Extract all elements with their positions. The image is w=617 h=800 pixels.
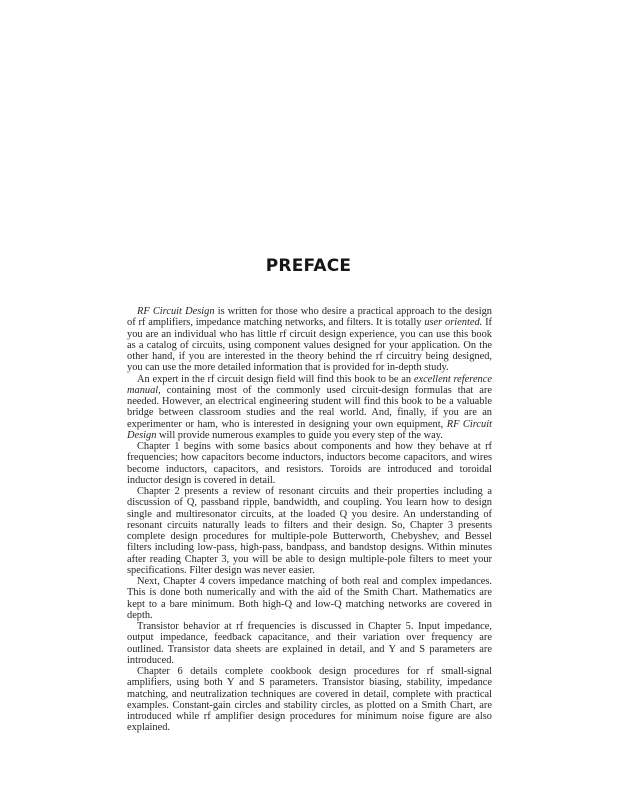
italic-text: RF Circuit Design <box>137 306 215 317</box>
text-run: An expert in the rf circuit design field will find this book to be an <box>137 373 414 385</box>
text-run: If you are an individual who has little rf circuit design experience, you can use this book as a catalog of circuits, using component values designed for your application. On the other hand, if you are interested in the theory behind the rf circuitry being designed, you can use the more detailed information that is provided for in-depth study. <box>127 317 492 374</box>
text-run: Chapter 6 details complete cookbook design procedures for rf small-signal amplifiers, using both Y and S parameters. Transistor biasing, stability, impedance matching, and neutralization techniques are covered in detail, complete with practical examples. Constant-gain circles and stability circles, as plotted on a Smith Chart, are introduced while rf amplifier design procedures for minimum noise figure are also explained. <box>127 666 492 734</box>
text-run: Chapter 1 begins with some basics about components and how they behave at rf frequencies; how capacitors become inductors, inductors become capacitors, and wires become inductors, capacitors, and resistors. Toroids are introduced and toroidal inductor design is covered in detail. <box>127 441 492 486</box>
paragraph-6 <box>127 621 492 666</box>
italic-text: user oriented. <box>424 317 483 329</box>
text-run: Transistor behavior at rf frequencies is discussed in Chapter 5. Input impedance, output impedance, feedback capacitance, and their variation over frequency are outlined. Transistor data sheets are explained in detail, and Y and S parameters are introduced. <box>127 621 492 666</box>
paragraph-2 <box>127 374 492 442</box>
paragraph-5 <box>127 576 492 621</box>
paragraph-1 <box>127 306 492 374</box>
paragraph-4 <box>127 486 492 576</box>
text-run: Next, Chapter 4 covers impedance matching of both real and complex impedances. This is done both numerically and with the aid of the Smith Chart. Mathematics are kept to a bare minimum. Both high-Q and low-Q matching networks are covered in depth. <box>127 576 492 621</box>
text-run: is written for those who desire a practical approach to the design of rf amplifiers, impedance matching networks, and filters. It is totally <box>127 306 492 329</box>
paragraph-3 <box>127 441 492 486</box>
text-run: will provide numerous examples to guide you every step of the way. <box>156 429 443 441</box>
page-title: PREFACE <box>265 256 352 276</box>
italic-text: RF Circuit Design <box>127 418 492 441</box>
paragraph-7 <box>127 666 492 734</box>
text-run: Chapter 2 presents a review of resonant circuits and their properties including a discussion of Q, passband ripple, bandwidth, and coupling. You learn how to design single and multiresonator circuits, at the loaded Q you desire. An understanding of resonant circuits naturally leads to filters and their design. So, Chapter 3 presents complete design procedures for multiple-pole Butterworth, Chebyshev, and Bessel filters including low-pass, high-pass, bandpass, and bandstop designs. Within minutes after reading Chapter 3, you will be able to design multiple-pole filters to meet your specifications. Filter design was never easier. <box>127 486 492 576</box>
preface-body <box>127 306 492 734</box>
text-run: containing most of the commonly used circuit-design formulas that are needed. However, an electrical engineering student will find this book to be a valuable bridge between classroom studies and the real world. And, finally, if you are an experimenter or ham, who is interested in designing your own equipment, <box>127 384 492 430</box>
italic-text: excellent reference manual, <box>127 373 492 396</box>
